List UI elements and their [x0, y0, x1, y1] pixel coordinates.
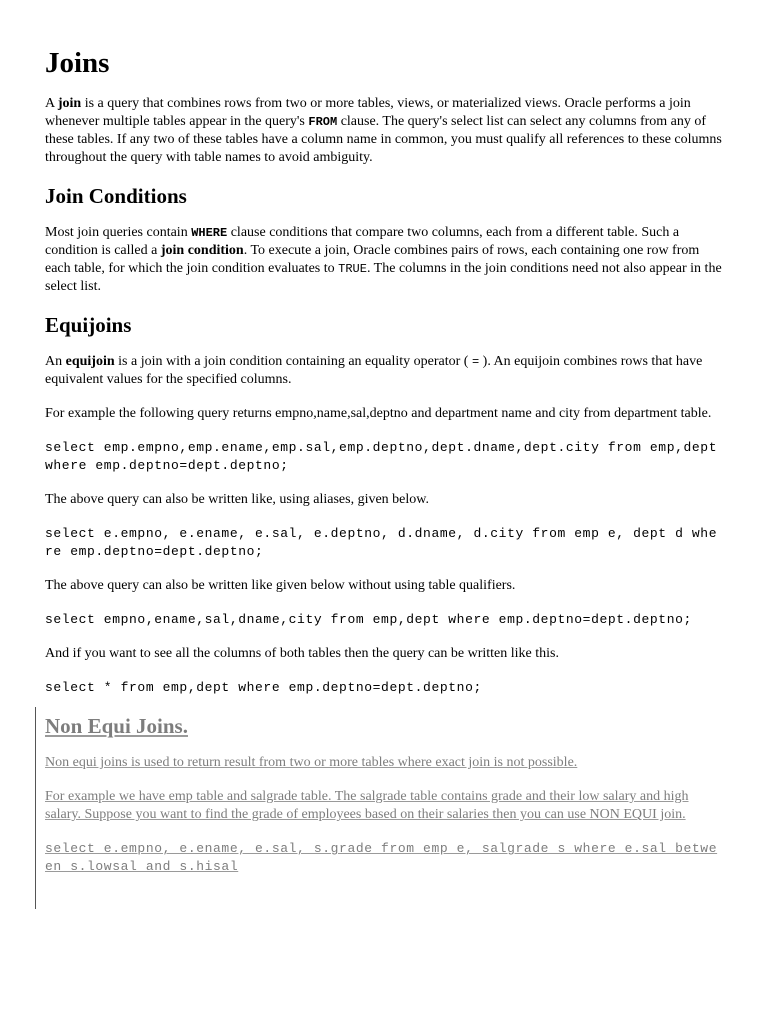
non-equi-heading: Non Equi Joins. — [45, 714, 188, 738]
aliases-paragraph: The above query can also be written like, using aliases, given below. — [45, 492, 429, 507]
eq-text: is a join with a join condition containing an equality operator ( — [114, 354, 472, 369]
code-block: select emp.empno,emp.ename,emp.sal,emp.deptno,dept.dname,dept.city from emp,dept where emp.deptno=dept.deptno; — [45, 440, 726, 473]
equals-operator: = — [471, 355, 480, 369]
from-keyword: FROM — [308, 115, 338, 129]
document-content — [45, 46, 725, 892]
revision-bar — [35, 707, 36, 909]
non-equi-paragraph: Non equi joins is used to return result from two or more tables where exact join is not possible. — [45, 755, 578, 770]
page-title: Joins — [45, 47, 110, 79]
true-keyword: TRUE — [338, 262, 367, 276]
code-block: select empno,ename,sal,dname,city from emp,dept where emp.deptno=dept.deptno; — [45, 612, 692, 627]
join-conditions-heading: Join Conditions — [45, 184, 187, 208]
all-columns-paragraph: And if you want to see all the columns of both tables then the query can be written like this. — [45, 646, 559, 661]
jc-text: . The columns in the join conditions need not also appear in the select list. — [45, 261, 722, 294]
eq-text: ). An equijoin combines rows that have equivalent values for the specified columns. — [45, 354, 703, 387]
code-block: select e.empno, e.ename, e.sal, s.grade from emp e, salgrade s where e.sal between s.lowsal and s.hisal — [45, 841, 718, 874]
jc-text: Most join queries contain — [45, 225, 192, 240]
eq-term: equijoin — [65, 354, 115, 369]
no-qualifiers-paragraph: The above query can also be written like given below without using table qualifiers. — [45, 578, 516, 593]
equijoins-heading: Equijoins — [45, 313, 132, 337]
non-equi-section — [45, 713, 725, 876]
equijoin-example-intro: For example the following query returns empno,name,sal,deptno and department name and city from department table. — [45, 406, 712, 421]
where-keyword: WHERE — [191, 226, 228, 240]
non-equi-example-paragraph: For example we have emp table and salgrade table. The salgrade table contains grade and their low salary and high salary. Suppose you want to find the grade of employees based on their salaries then you can use NON EQUI join. — [45, 789, 689, 822]
join-conditions-paragraph — [45, 224, 725, 296]
equijoin-definition — [45, 353, 725, 389]
intro-text: is a query that combines rows from two or more tables, views, or materialized views. Oracle performs a join whenever multiple tables appear in the query's — [45, 96, 691, 129]
jc-text: . To execute a join, Oracle combines pairs of rows, each containing one row from each table, for which the join condition evaluates to — [45, 243, 700, 276]
intro-term: join — [57, 96, 82, 111]
intro-text: clause. The query's select list can select any columns from any of these tables. If any two of these tables have a column name in common, you must qualify all references to these columns throughout the query with table names to avoid ambiguity. — [45, 114, 722, 165]
eq-text: An — [45, 354, 66, 369]
code-block: select * from emp,dept where emp.deptno=dept.deptno; — [45, 680, 482, 695]
intro-paragraph — [45, 95, 725, 167]
jc-text: clause conditions that compare two columns, each from a different table. Such a condition is called a — [45, 225, 680, 258]
code-block: select e.empno, e.ename, e.sal, e.deptno, d.dname, d.city from emp e, dept d where emp.deptno=dept.deptno; — [45, 526, 718, 559]
intro-text: A — [45, 96, 58, 111]
jc-term: join condition — [160, 243, 244, 258]
